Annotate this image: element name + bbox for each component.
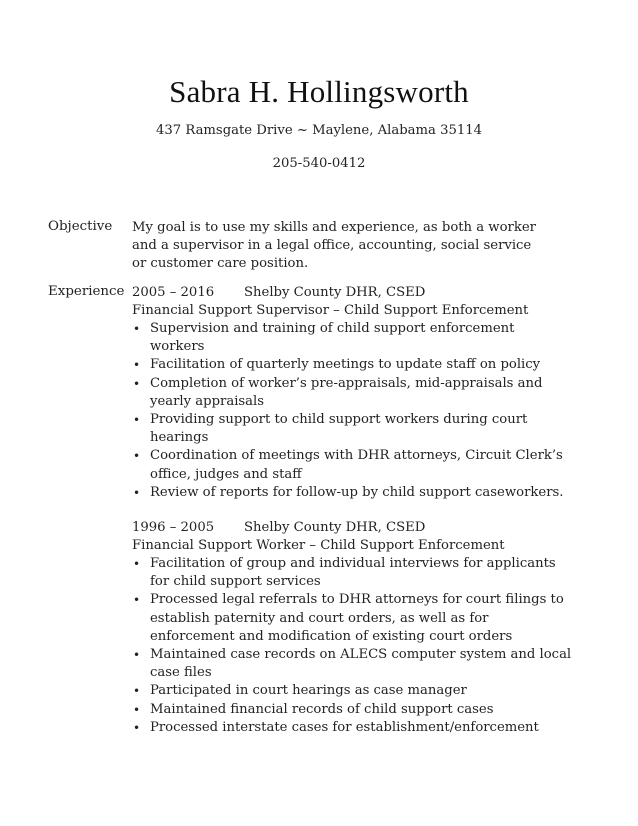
objective-label: Objective: [48, 219, 113, 234]
job-years: 2005 – 2016: [132, 285, 215, 300]
job-entry-1: [132, 284, 572, 502]
duty-text: Review of reports for follow-up by child support caseworkers.: [150, 484, 564, 500]
duty-text: Maintained financial records of child support cases: [150, 701, 494, 717]
bullet-icon: •: [133, 557, 141, 572]
duty-text: Facilitation of group and individual interviews for applicants for child support services: [150, 556, 556, 590]
duty-text: Providing support to child support workers during court hearings: [150, 412, 528, 446]
duty-text: Maintained case records on ALECS computer system and local case files: [150, 647, 572, 681]
job-header: [132, 284, 572, 302]
duty-item: [132, 484, 572, 502]
duty-item: [132, 320, 572, 356]
duty-text: Supervision and training of child support enforcement workers: [150, 321, 515, 355]
duty-text: Completion of worker’s pre-appraisals, mid-appraisals and yearly appraisals: [150, 375, 543, 409]
job-employer: Shelby County DHR, CSED: [244, 520, 426, 536]
job-years: 1996 – 2005: [132, 520, 215, 536]
duty-text: Coordination of meetings with DHR attorneys, Circuit Clerk’s office, judges and staff: [150, 448, 563, 482]
bullet-icon: •: [133, 358, 141, 373]
job-employer: Shelby County DHR, CSED: [244, 285, 426, 300]
duty-item: [132, 356, 572, 374]
experience-label: Experience: [48, 284, 125, 299]
duty-text: Processed interstate cases for establishment/enforcement: [150, 719, 539, 735]
bullet-icon: •: [133, 702, 141, 717]
duty-text: Participated in court hearings as case manager: [150, 683, 467, 699]
duty-item: [132, 682, 572, 700]
bullet-icon: •: [133, 648, 141, 663]
duty-text: Processed legal referrals to DHR attorneys for court filings to establish paternity and court orders, as well as for enforcement and modification of existing court orders: [150, 592, 564, 644]
applicant-phone: 205-540-0412: [272, 156, 366, 171]
bullet-icon: •: [133, 720, 141, 735]
duties-list: [132, 555, 572, 737]
bullet-icon: •: [133, 449, 141, 464]
objective-text: My goal is to use my skills and experience, as both a worker and a supervisor in a legal office, accounting, social service or customer care position.: [132, 220, 536, 272]
job-header: [132, 519, 572, 537]
duties-list: [132, 320, 572, 502]
applicant-name: Sabra H. Hollingsworth: [169, 74, 469, 109]
bullet-icon: •: [133, 684, 141, 699]
duty-item: [132, 375, 572, 411]
job-title: Financial Support Supervisor – Child Support Enforcement: [132, 303, 529, 318]
applicant-address: 437 Ramsgate Drive ~ Maylene, Alabama 35114: [155, 123, 483, 138]
bullet-icon: •: [133, 593, 141, 608]
duty-text: Facilitation of quarterly meetings to update staff on policy: [150, 357, 541, 373]
bullet-icon: •: [133, 485, 141, 500]
duty-item: [132, 555, 572, 591]
bullet-icon: •: [133, 376, 141, 391]
duty-item: [132, 411, 572, 447]
duty-item: [132, 701, 572, 719]
duty-item: [132, 719, 572, 737]
job-entry-2: [132, 519, 572, 737]
duty-item: [132, 447, 572, 483]
bullet-icon: •: [133, 413, 141, 428]
bullet-icon: •: [133, 322, 141, 336]
experience-section: [132, 284, 572, 737]
duty-item: [132, 591, 572, 646]
job-title: Financial Support Worker – Child Support Enforcement: [132, 538, 505, 554]
duty-item: [132, 646, 572, 682]
